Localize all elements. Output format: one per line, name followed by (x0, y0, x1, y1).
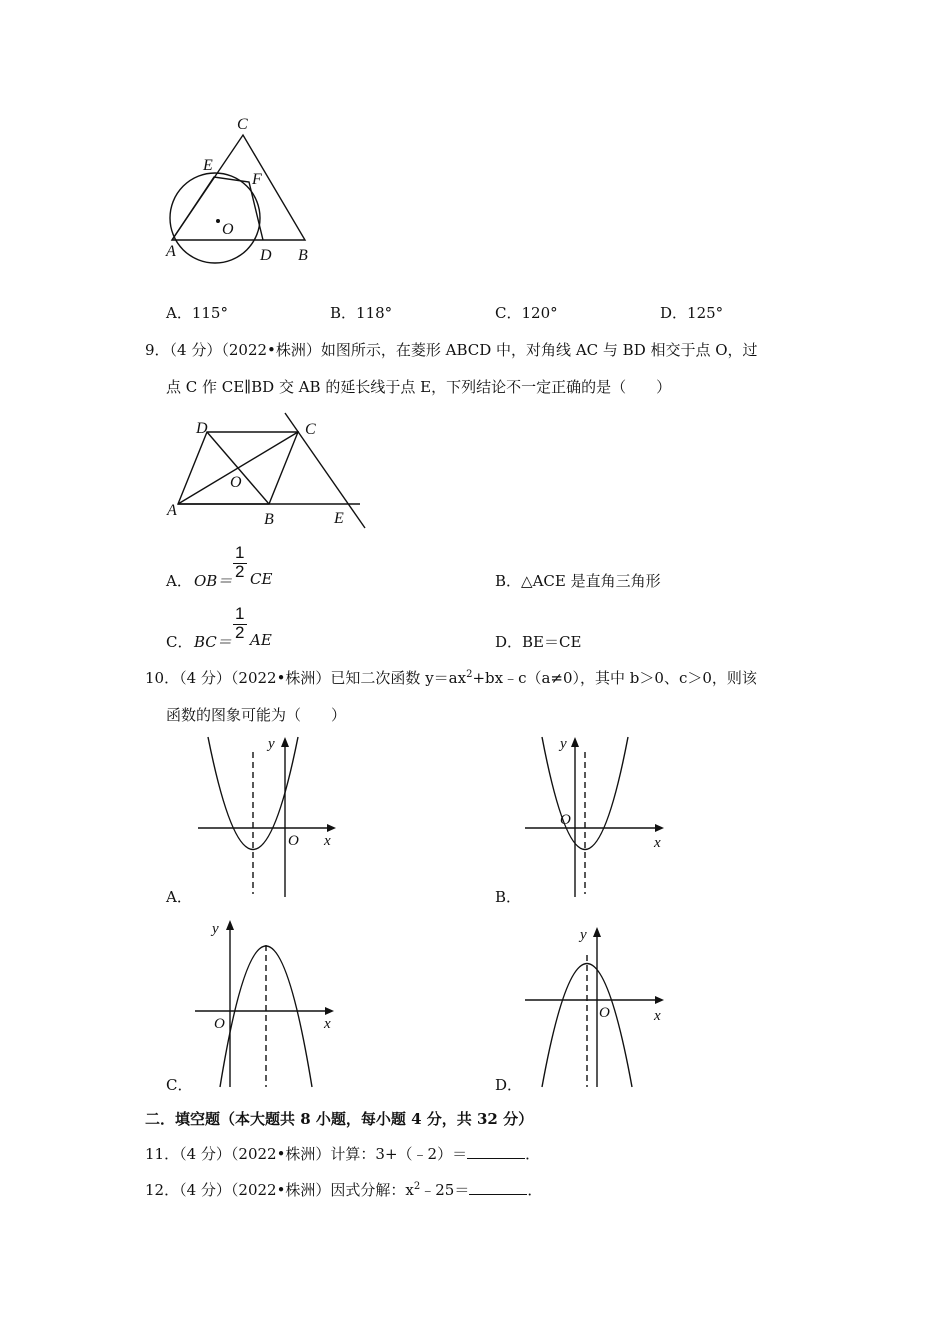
q10-stem-line1: 10．（4 分）（2022•株洲）已知二次函数 $y=ax^2+bx﹣c(a\ne 0)$，其中 b＞0、c＞0，则该 (145, 669, 757, 687)
q8-option-a: A．115° (166, 304, 228, 322)
q10-graph-b-x-arrow (655, 824, 664, 832)
q9-label-b: B (264, 511, 274, 528)
q11-answer-blank[interactable] (467, 1144, 525, 1159)
q10-option-a: A． (166, 888, 192, 906)
q10-graph-a-label-y: y (268, 736, 275, 752)
q10-graph-d-label-y: y (580, 927, 587, 943)
q10-graph-d-label-o: O (599, 1005, 610, 1021)
q10-graph-a-label-o: O (288, 833, 299, 849)
q8-figure (160, 110, 330, 270)
q8-label-d: D (260, 247, 272, 264)
q8-label-f: F (252, 171, 262, 188)
q10-graph-a (190, 732, 340, 897)
q9-option-c-fraction: 1 2 (232, 601, 248, 645)
q9-label-c: C (305, 421, 316, 438)
q10-graph-b-label-y: y (560, 736, 567, 752)
q9-line-ce (285, 413, 365, 528)
q8-label-o: O (222, 221, 234, 238)
q10-graph-b (520, 732, 670, 897)
q9-label-d: D (196, 420, 208, 437)
q12: 12．（4 分）（2022•株洲）因式分解：$x^2﹣25=$ ． (145, 1181, 543, 1199)
section-heading: 二．填空题（本大题共 8 小题，每小题 4 分，共 32 分） (145, 1110, 534, 1128)
q11: 11．（4 分）（2022•株洲）计算：3+（﹣2）＝ ． (145, 1145, 541, 1163)
q8-option-b: B．118° (330, 304, 393, 322)
q10-option-d: D． (495, 1076, 523, 1094)
q9-label-a: A (167, 502, 177, 519)
q10-stem-line2: 函数的图象可能为（ ） (166, 706, 347, 724)
q10-option-b: B． (495, 888, 522, 906)
q10-graph-d (520, 915, 670, 1090)
q8-quad (172, 177, 263, 240)
q8-label-a: A (166, 243, 176, 260)
q10-graph-a-y-arrow (281, 737, 289, 747)
q8-option-d: D．125° (660, 304, 724, 322)
q10-graph-b-label-x: x (654, 835, 661, 851)
q10-graph-c-label-x: x (324, 1016, 331, 1032)
q8-circle (170, 173, 260, 263)
q8-label-e: E (203, 157, 213, 174)
q10-option-c: C． (166, 1076, 193, 1094)
q8-center-dot (216, 219, 220, 223)
q12-answer-blank[interactable] (469, 1180, 527, 1195)
q10-graph-c-label-o: O (214, 1016, 225, 1032)
q9-option-a: A． OB＝ 1 2 CE (166, 540, 466, 590)
q9-option-d: D．BE＝CE (495, 633, 582, 651)
q9-option-b: B．△ACE 是直角三角形 (495, 572, 661, 590)
q10-graph-d-y-arrow (593, 927, 601, 937)
q10-graph-d-label-x: x (654, 1008, 661, 1024)
q10-graph-c-y-arrow (226, 920, 234, 930)
q8-label-b: B (298, 247, 308, 264)
q10-graph-a-x-arrow (327, 824, 336, 832)
q9-stem-line1: 9．（4 分）（2022•株洲）如图所示，在菱形 ABCD 中，对角线 AC 与 BD 相交于点 O，过 (145, 341, 758, 359)
q9-diagonal-bd (207, 432, 269, 504)
q9-option-a-fraction: 1 2 (232, 540, 248, 584)
q10-graph-c-label-y: y (212, 921, 219, 937)
q8-label-c: C (237, 116, 248, 133)
q9-label-o: O (230, 474, 242, 491)
q9-stem-line2: 点 C 作 CE∥BD 交 AB 的延长线于点 E，下列结论不一定正确的是（ ） (166, 378, 672, 396)
q10-graph-a-label-x: x (324, 833, 331, 849)
q10-graph-c (190, 915, 340, 1090)
q8-option-c: C．120° (495, 304, 558, 322)
q10-graph-d-x-arrow (655, 996, 664, 1004)
q10-graph-c-x-arrow (325, 1007, 334, 1015)
q9-figure (160, 408, 370, 533)
q9-option-c: C． BC＝ 1 2 AE (166, 601, 466, 651)
q10-graph-b-label-o: O (560, 812, 571, 828)
q10-graph-b-y-arrow (571, 737, 579, 747)
q9-label-e: E (334, 510, 344, 527)
q8-triangle (172, 135, 305, 240)
